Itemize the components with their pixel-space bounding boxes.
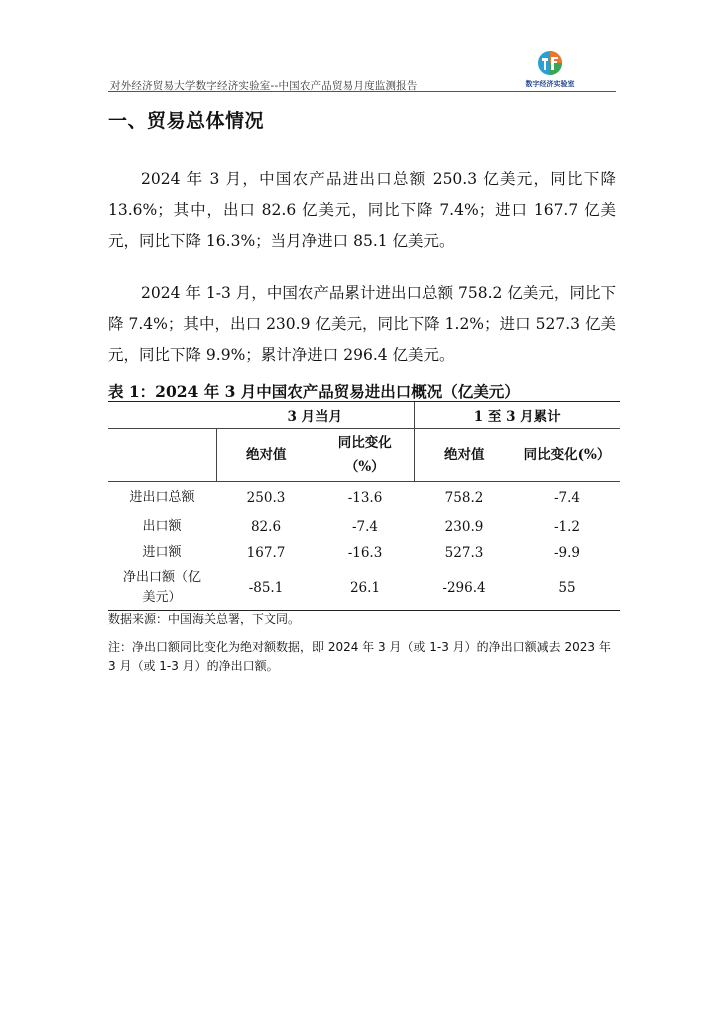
footnote: 注：净出口额同比变化为绝对额数据，即 2024 年 3 月（或 1-3 月）的净出口额减去 2023 年 3 月（或 1-3 月）的净出口额。 bbox=[108, 640, 611, 673]
trade-summary-table bbox=[108, 401, 620, 611]
lab-logo-text: 数字经济实验室 bbox=[525, 80, 575, 88]
table-cell: 167.7 bbox=[246, 545, 286, 561]
table-cell: -9.9 bbox=[553, 545, 581, 561]
table-cell: -7.4 bbox=[553, 490, 581, 506]
paragraph-cumulative: 2024 年 1-3 月，中国农产品累计进出口总额 758.2 亿美元，同比下降 7.4%；其中，出口 230.9 亿美元，同比下降 1.2%；进口 527.3 亿美元，同比下降 9.9%；累计净进口 296.4 亿美元。 bbox=[108, 283, 616, 364]
table-cell: -13.6 bbox=[347, 490, 383, 506]
row-label: 出口额 bbox=[142, 519, 182, 534]
sub-header-cum-absolute: 绝对值 bbox=[414, 429, 514, 482]
lab-logo bbox=[520, 48, 580, 88]
table-corner-cell bbox=[108, 402, 216, 429]
group-header-march: 3 月当月 bbox=[216, 402, 414, 429]
row-label: 进口额 bbox=[142, 545, 182, 560]
paragraph-monthly: 2024 年 3 月，中国农产品进出口总额 250.3 亿美元，同比下降 13.6%；其中，出口 82.6 亿美元，同比下降 7.4%；进口 167.7 亿美元，同比下降 16.3%；当月净进口 85.1 亿美元。 bbox=[108, 169, 616, 250]
table-row bbox=[108, 514, 620, 540]
sub-header-march-absolute: 绝对值 bbox=[216, 429, 316, 482]
table-cell: 26.1 bbox=[316, 566, 414, 611]
table-row bbox=[108, 566, 620, 611]
table-caption: 表 1：2024 年 3 月中国农产品贸易进出口概况（亿美元） bbox=[108, 382, 520, 401]
table-cell: 250.3 bbox=[246, 490, 286, 506]
table-cell: -7.4 bbox=[351, 519, 379, 535]
table-cell: 82.6 bbox=[250, 519, 282, 535]
table-cell: -85.1 bbox=[216, 566, 316, 611]
table-row bbox=[108, 540, 620, 566]
table-corner-cell-2 bbox=[108, 429, 216, 482]
lab-logo-icon bbox=[520, 48, 580, 80]
table-cell: 527.3 bbox=[444, 545, 484, 561]
header-divider bbox=[108, 91, 616, 92]
table-cell: 758.2 bbox=[444, 490, 484, 506]
row-label: 净出口额（亿美元） bbox=[108, 566, 216, 611]
table-cell: -1.2 bbox=[553, 519, 581, 535]
table-cell: -296.4 bbox=[414, 566, 514, 611]
data-source-note: 数据来源：中国海关总署，下文同。 bbox=[108, 612, 301, 626]
table-sub-header-row bbox=[108, 429, 620, 482]
table-cell: 230.9 bbox=[444, 519, 484, 535]
group-header-jan-mar: 1 至 3 月累计 bbox=[414, 402, 620, 429]
trade-summary-table-wrapper bbox=[108, 401, 620, 611]
table-cell: -16.3 bbox=[347, 545, 383, 561]
table-row bbox=[108, 482, 620, 515]
running-header: 对外经济贸易大学数字经济实验室--中国农产品贸易月度监测报告 bbox=[110, 80, 418, 92]
row-label: 进出口总额 bbox=[129, 490, 195, 505]
table-cell: 55 bbox=[514, 566, 620, 611]
table-group-header-row bbox=[108, 402, 620, 429]
section-title: 一、贸易总体情况 bbox=[108, 110, 265, 132]
sub-header-march-yoy: 同比变化（%） bbox=[316, 429, 414, 482]
sub-header-cum-yoy: 同比变化(%） bbox=[514, 429, 620, 482]
